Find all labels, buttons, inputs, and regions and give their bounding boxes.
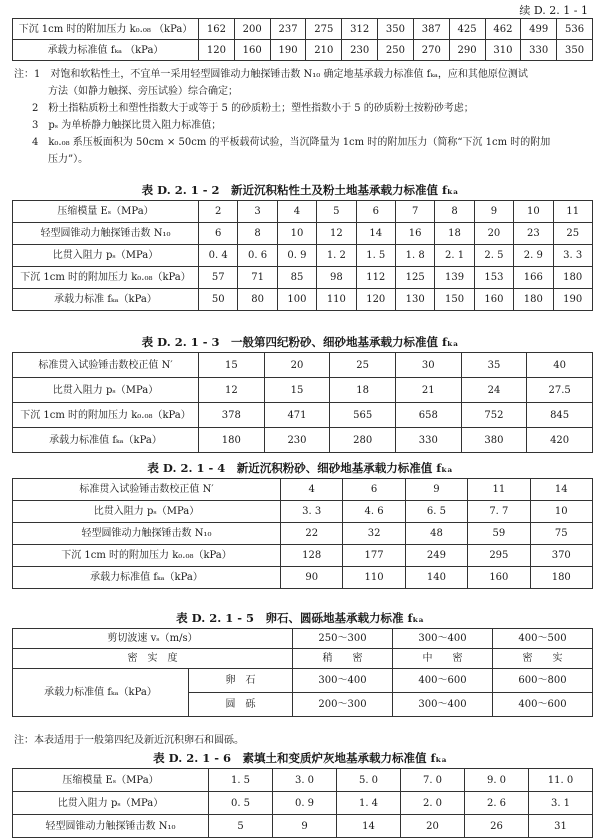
row-label: 下沉 1cm 时的附加压力 k₀.₀₈（kPa） — [13, 545, 281, 567]
table-cell: 200～300 — [293, 693, 393, 717]
table-cell: 499 — [521, 19, 557, 40]
table-cell: 166 — [514, 267, 553, 289]
table-cell: 275 — [306, 19, 342, 40]
row-label: 标准贯入试验锤击数校正值 N′ — [13, 353, 199, 378]
table-cell: 1. 4 — [337, 792, 401, 815]
table-row — [13, 378, 593, 403]
continued-label: 续 D. 2. 1 - 1 — [519, 4, 588, 17]
table-cell: 400～500 — [493, 629, 593, 649]
row-label: 剪切波速 vₛ（m/s） — [13, 629, 293, 649]
table-cell: 90 — [281, 567, 343, 589]
table-cell: 20 — [401, 815, 465, 838]
table-cell: 2 — [199, 201, 238, 223]
table-row — [13, 428, 593, 453]
table-row — [13, 649, 593, 669]
table-cell: 290 — [449, 40, 485, 61]
table-cell: 378 — [199, 403, 265, 428]
table-cell: 59 — [468, 523, 530, 545]
table-row — [13, 815, 593, 838]
row-label: 承载力标准值 fₖₐ（kPa） — [13, 669, 189, 717]
table-cell: 190 — [270, 40, 306, 61]
table-d215-caption: 表 D. 2. 1 - 5 卵石、圆砾地基承载力标准 fₖₐ — [176, 611, 424, 625]
table-cell: 48 — [405, 523, 467, 545]
table-cell: 180 — [530, 567, 592, 589]
table-cell: 300～400 — [393, 629, 493, 649]
table-row — [13, 545, 593, 567]
note-line: 压力”）。 — [48, 154, 89, 165]
table-cell: 0. 9 — [273, 792, 337, 815]
table-cell: 16 — [395, 223, 434, 245]
table-cell: 6 — [199, 223, 238, 245]
table-row — [13, 567, 593, 589]
table-cell: 2. 5 — [474, 245, 513, 267]
table-row — [13, 267, 593, 289]
table-cell: 400～600 — [393, 669, 493, 693]
table-cell: 190 — [553, 289, 592, 311]
table-cell: 230 — [342, 40, 378, 61]
table-cell: 420 — [527, 428, 593, 453]
table-d215 — [12, 628, 593, 717]
table-cell: 71 — [238, 267, 277, 289]
table-cell: 752 — [461, 403, 527, 428]
table-cell: 270 — [413, 40, 449, 61]
table-cell: 112 — [356, 267, 395, 289]
row-label: 比贯入阻力 pₛ（MPa） — [13, 245, 199, 267]
table-cell: 130 — [395, 289, 434, 311]
table-cell: 5 — [317, 201, 356, 223]
table-cell: 25 — [553, 223, 592, 245]
table-cell: 24 — [461, 378, 527, 403]
table-cell: 0. 9 — [277, 245, 316, 267]
table-d213-caption: 表 D. 2. 1 - 3 一般第四纪粉砂、细砂地基承载力标准值 fₖₐ — [141, 335, 459, 349]
table-row — [13, 223, 593, 245]
table-cell: 3 — [238, 201, 277, 223]
table-cell: 18 — [435, 223, 474, 245]
table-cell: 7. 7 — [468, 501, 530, 523]
table-cell: 300～400 — [293, 669, 393, 693]
table-cell: 160 — [474, 289, 513, 311]
table-cell: 14 — [356, 223, 395, 245]
table-cell: 177 — [343, 545, 405, 567]
table-cell: 5 — [209, 815, 273, 838]
row-label: 比贯入阻力 pₛ（MPa） — [13, 792, 209, 815]
table-cell: 7 — [395, 201, 434, 223]
table-cell: 3. 0 — [273, 769, 337, 792]
table-cell: 250～300 — [293, 629, 393, 649]
table-cell: 462 — [485, 19, 521, 40]
table-cell: 845 — [527, 403, 593, 428]
table-row — [13, 792, 593, 815]
table-cell: 6 — [356, 201, 395, 223]
table-cell: 425 — [449, 19, 485, 40]
table-cell: 180 — [199, 428, 265, 453]
table-cell: 250 — [378, 40, 414, 61]
table-d212-caption: 表 D. 2. 1 - 2 新近沉积粘性土及粉土地基承载力标准值 fₖₐ — [141, 183, 459, 197]
table-cell: 6 — [343, 479, 405, 501]
table-cell: 120 — [199, 40, 235, 61]
table-row — [13, 403, 593, 428]
table-cell: 160 — [234, 40, 270, 61]
table-cell: 85 — [277, 267, 316, 289]
table-cell: 1. 5 — [209, 769, 273, 792]
table-cell: 26 — [465, 815, 529, 838]
table-cell: 330 — [395, 428, 461, 453]
table-cell: 中 密 — [393, 649, 493, 669]
table-d214 — [12, 478, 593, 589]
table-cell: 471 — [264, 403, 330, 428]
table-cell: 11 — [468, 479, 530, 501]
table-cell: 14 — [530, 479, 592, 501]
table-cell: 350 — [557, 40, 593, 61]
table-row — [13, 769, 593, 792]
table-row — [13, 523, 593, 545]
table-row — [13, 289, 593, 311]
table-cell: 180 — [553, 267, 592, 289]
table-cell: 75 — [530, 523, 592, 545]
table-cell: 110 — [343, 567, 405, 589]
table-d211-continued — [12, 18, 593, 61]
table-cell: 4. 6 — [343, 501, 405, 523]
table-cell: 312 — [342, 19, 378, 40]
row-label: 下沉 1cm 时的附加压力 k₀.₀₈（kPa） — [13, 267, 199, 289]
table-row — [13, 245, 593, 267]
table-cell: 3. 3 — [281, 501, 343, 523]
table-cell: 658 — [395, 403, 461, 428]
table-cell: 237 — [270, 19, 306, 40]
table-cell: 295 — [468, 545, 530, 567]
table-cell: 150 — [435, 289, 474, 311]
row-sublabel: 圆 砾 — [189, 693, 293, 717]
table-d213 — [12, 352, 593, 453]
table-row — [13, 353, 593, 378]
table-cell: 140 — [405, 567, 467, 589]
table-cell: 20 — [264, 353, 330, 378]
table-cell: 7. 0 — [401, 769, 465, 792]
table-cell: 2. 6 — [465, 792, 529, 815]
table-cell: 3. 1 — [529, 792, 593, 815]
table-cell: 350 — [378, 19, 414, 40]
table-cell: 2. 1 — [435, 245, 474, 267]
table-cell: 30 — [395, 353, 461, 378]
table-cell: 稍 密 — [293, 649, 393, 669]
table-cell: 9 — [405, 479, 467, 501]
row-label: 承载力标准值 fₖₐ （kPa） — [13, 40, 199, 61]
table-cell: 200 — [234, 19, 270, 40]
row-label: 密 实 度 — [13, 649, 293, 669]
table-cell: 32 — [343, 523, 405, 545]
table-cell: 330 — [521, 40, 557, 61]
table-cell: 4 — [281, 479, 343, 501]
table-d211-notes — [14, 66, 594, 168]
note-line: 注：1 对饱和软粘性土，不宜单一采用轻型圆锥动力触探锤击数 N₁₀ 确定地基承载力标准值 fₖₐ，应和其他原位测试 — [14, 69, 528, 80]
table-row — [13, 40, 593, 61]
table-cell: 15 — [264, 378, 330, 403]
table-row — [13, 669, 593, 693]
table-cell: 110 — [317, 289, 356, 311]
table-cell: 1. 2 — [317, 245, 356, 267]
table-cell: 3. 3 — [553, 245, 592, 267]
table-cell: 50 — [199, 289, 238, 311]
table-cell: 10 — [514, 201, 553, 223]
table-cell: 162 — [199, 19, 235, 40]
table-cell: 0. 6 — [238, 245, 277, 267]
table-cell: 11 — [553, 201, 592, 223]
table-cell: 1. 8 — [395, 245, 434, 267]
table-cell: 4 — [277, 201, 316, 223]
table-cell: 600～800 — [493, 669, 593, 693]
table-cell: 536 — [557, 19, 593, 40]
table-cell: 2. 0 — [401, 792, 465, 815]
row-label: 承载力标准值 fₖₐ（kPa） — [13, 567, 281, 589]
table-cell: 370 — [530, 545, 592, 567]
table-cell: 12 — [317, 223, 356, 245]
table-cell: 9 — [273, 815, 337, 838]
table-cell: 98 — [317, 267, 356, 289]
table-cell: 14 — [337, 815, 401, 838]
table-cell: 22 — [281, 523, 343, 545]
table-cell: 2. 9 — [514, 245, 553, 267]
table-cell: 18 — [330, 378, 396, 403]
table-cell: 9. 0 — [465, 769, 529, 792]
table-cell: 57 — [199, 267, 238, 289]
table-cell: 21 — [395, 378, 461, 403]
table-cell: 249 — [405, 545, 467, 567]
table-cell: 125 — [395, 267, 434, 289]
table-row — [13, 19, 593, 40]
row-label: 标准贯入试验锤击数校正值 N′ — [13, 479, 281, 501]
table-cell: 35 — [461, 353, 527, 378]
table-cell: 160 — [468, 567, 530, 589]
table-cell: 565 — [330, 403, 396, 428]
row-label: 压缩模量 Eₛ（MPa） — [13, 201, 199, 223]
table-cell: 153 — [474, 267, 513, 289]
table-cell: 300～400 — [393, 693, 493, 717]
table-cell: 25 — [330, 353, 396, 378]
row-label: 轻型圆锥动力触探锤击数 N₁₀ — [13, 815, 209, 838]
table-cell: 27.5 — [527, 378, 593, 403]
table-cell: 10 — [277, 223, 316, 245]
table-cell: 100 — [277, 289, 316, 311]
table-cell: 23 — [514, 223, 553, 245]
table-d216 — [12, 768, 593, 838]
note-line: 2 粉土指粘质粉土和塑性指数大于或等于 5 的砂质粉土；塑性指数小于 5 的砂质粉土按粉砂考虑； — [32, 103, 474, 114]
row-label: 比贯入阻力 pₛ（MPa） — [13, 378, 199, 403]
table-d212 — [12, 200, 593, 311]
table-cell: 密 实 — [493, 649, 593, 669]
table-cell: 0. 4 — [199, 245, 238, 267]
table-cell: 387 — [413, 19, 449, 40]
table-d216-caption: 表 D. 2. 1 - 6 素填土和变质炉灰地基承载力标准值 fₖₐ — [153, 751, 447, 765]
row-label: 下沉 1cm 时的附加压力 k₀.₀₈（kPa） — [13, 403, 199, 428]
row-label: 比贯入阻力 pₛ（MPa） — [13, 501, 281, 523]
table-cell: 280 — [330, 428, 396, 453]
row-sublabel: 卵 石 — [189, 669, 293, 693]
table-cell: 230 — [264, 428, 330, 453]
table-d214-caption: 表 D. 2. 1 - 4 新近沉积粉砂、细砂地基承载力标准值 fₖₐ — [147, 461, 453, 475]
row-label: 轻型圆锥动力触探锤击数 N₁₀ — [13, 223, 199, 245]
row-label: 承载力标准 fₖₐ（kPa） — [13, 289, 199, 311]
table-cell: 310 — [485, 40, 521, 61]
table-cell: 31 — [529, 815, 593, 838]
table-row — [13, 479, 593, 501]
row-label: 压缩模量 Eₛ（MPa） — [13, 769, 209, 792]
table-cell: 40 — [527, 353, 593, 378]
table-cell: 5. 0 — [337, 769, 401, 792]
table-row — [13, 201, 593, 223]
table-d215-note: 注：本表适用于一般第四纪及新近沉积卵石和圆砾。 — [14, 735, 244, 746]
row-label: 承载力标准值 fₖₐ（kPa） — [13, 428, 199, 453]
table-cell: 400～600 — [493, 693, 593, 717]
table-cell: 80 — [238, 289, 277, 311]
table-cell: 20 — [474, 223, 513, 245]
note-line: 4 k₀.₀₈ 系压板面积为 50cm × 50cm 的平板载荷试验，当沉降量为 1cm 时的附加压力（简称“下沉 1cm 时的附加 — [32, 137, 551, 148]
note-line: 方法（如静力触探、旁压试验）综合确定； — [48, 86, 238, 97]
table-cell: 8 — [435, 201, 474, 223]
table-cell: 180 — [514, 289, 553, 311]
table-cell: 15 — [199, 353, 265, 378]
table-cell: 8 — [238, 223, 277, 245]
row-label: 轻型圆锥动力触探锤击数 N₁₀ — [13, 523, 281, 545]
note-line: 3 pₛ 为单桥静力触探比贯入阻力标准值； — [32, 120, 222, 131]
table-row — [13, 629, 593, 649]
table-cell: 9 — [474, 201, 513, 223]
table-cell: 11. 0 — [529, 769, 593, 792]
table-cell: 1. 5 — [356, 245, 395, 267]
table-cell: 10 — [530, 501, 592, 523]
table-cell: 120 — [356, 289, 395, 311]
table-row — [13, 501, 593, 523]
table-cell: 139 — [435, 267, 474, 289]
table-cell: 380 — [461, 428, 527, 453]
table-cell: 128 — [281, 545, 343, 567]
table-cell: 210 — [306, 40, 342, 61]
table-cell: 0. 5 — [209, 792, 273, 815]
table-cell: 6. 5 — [405, 501, 467, 523]
row-label: 下沉 1cm 时的附加压力 k₀.₀₈ （kPa） — [13, 19, 199, 40]
table-cell: 12 — [199, 378, 265, 403]
